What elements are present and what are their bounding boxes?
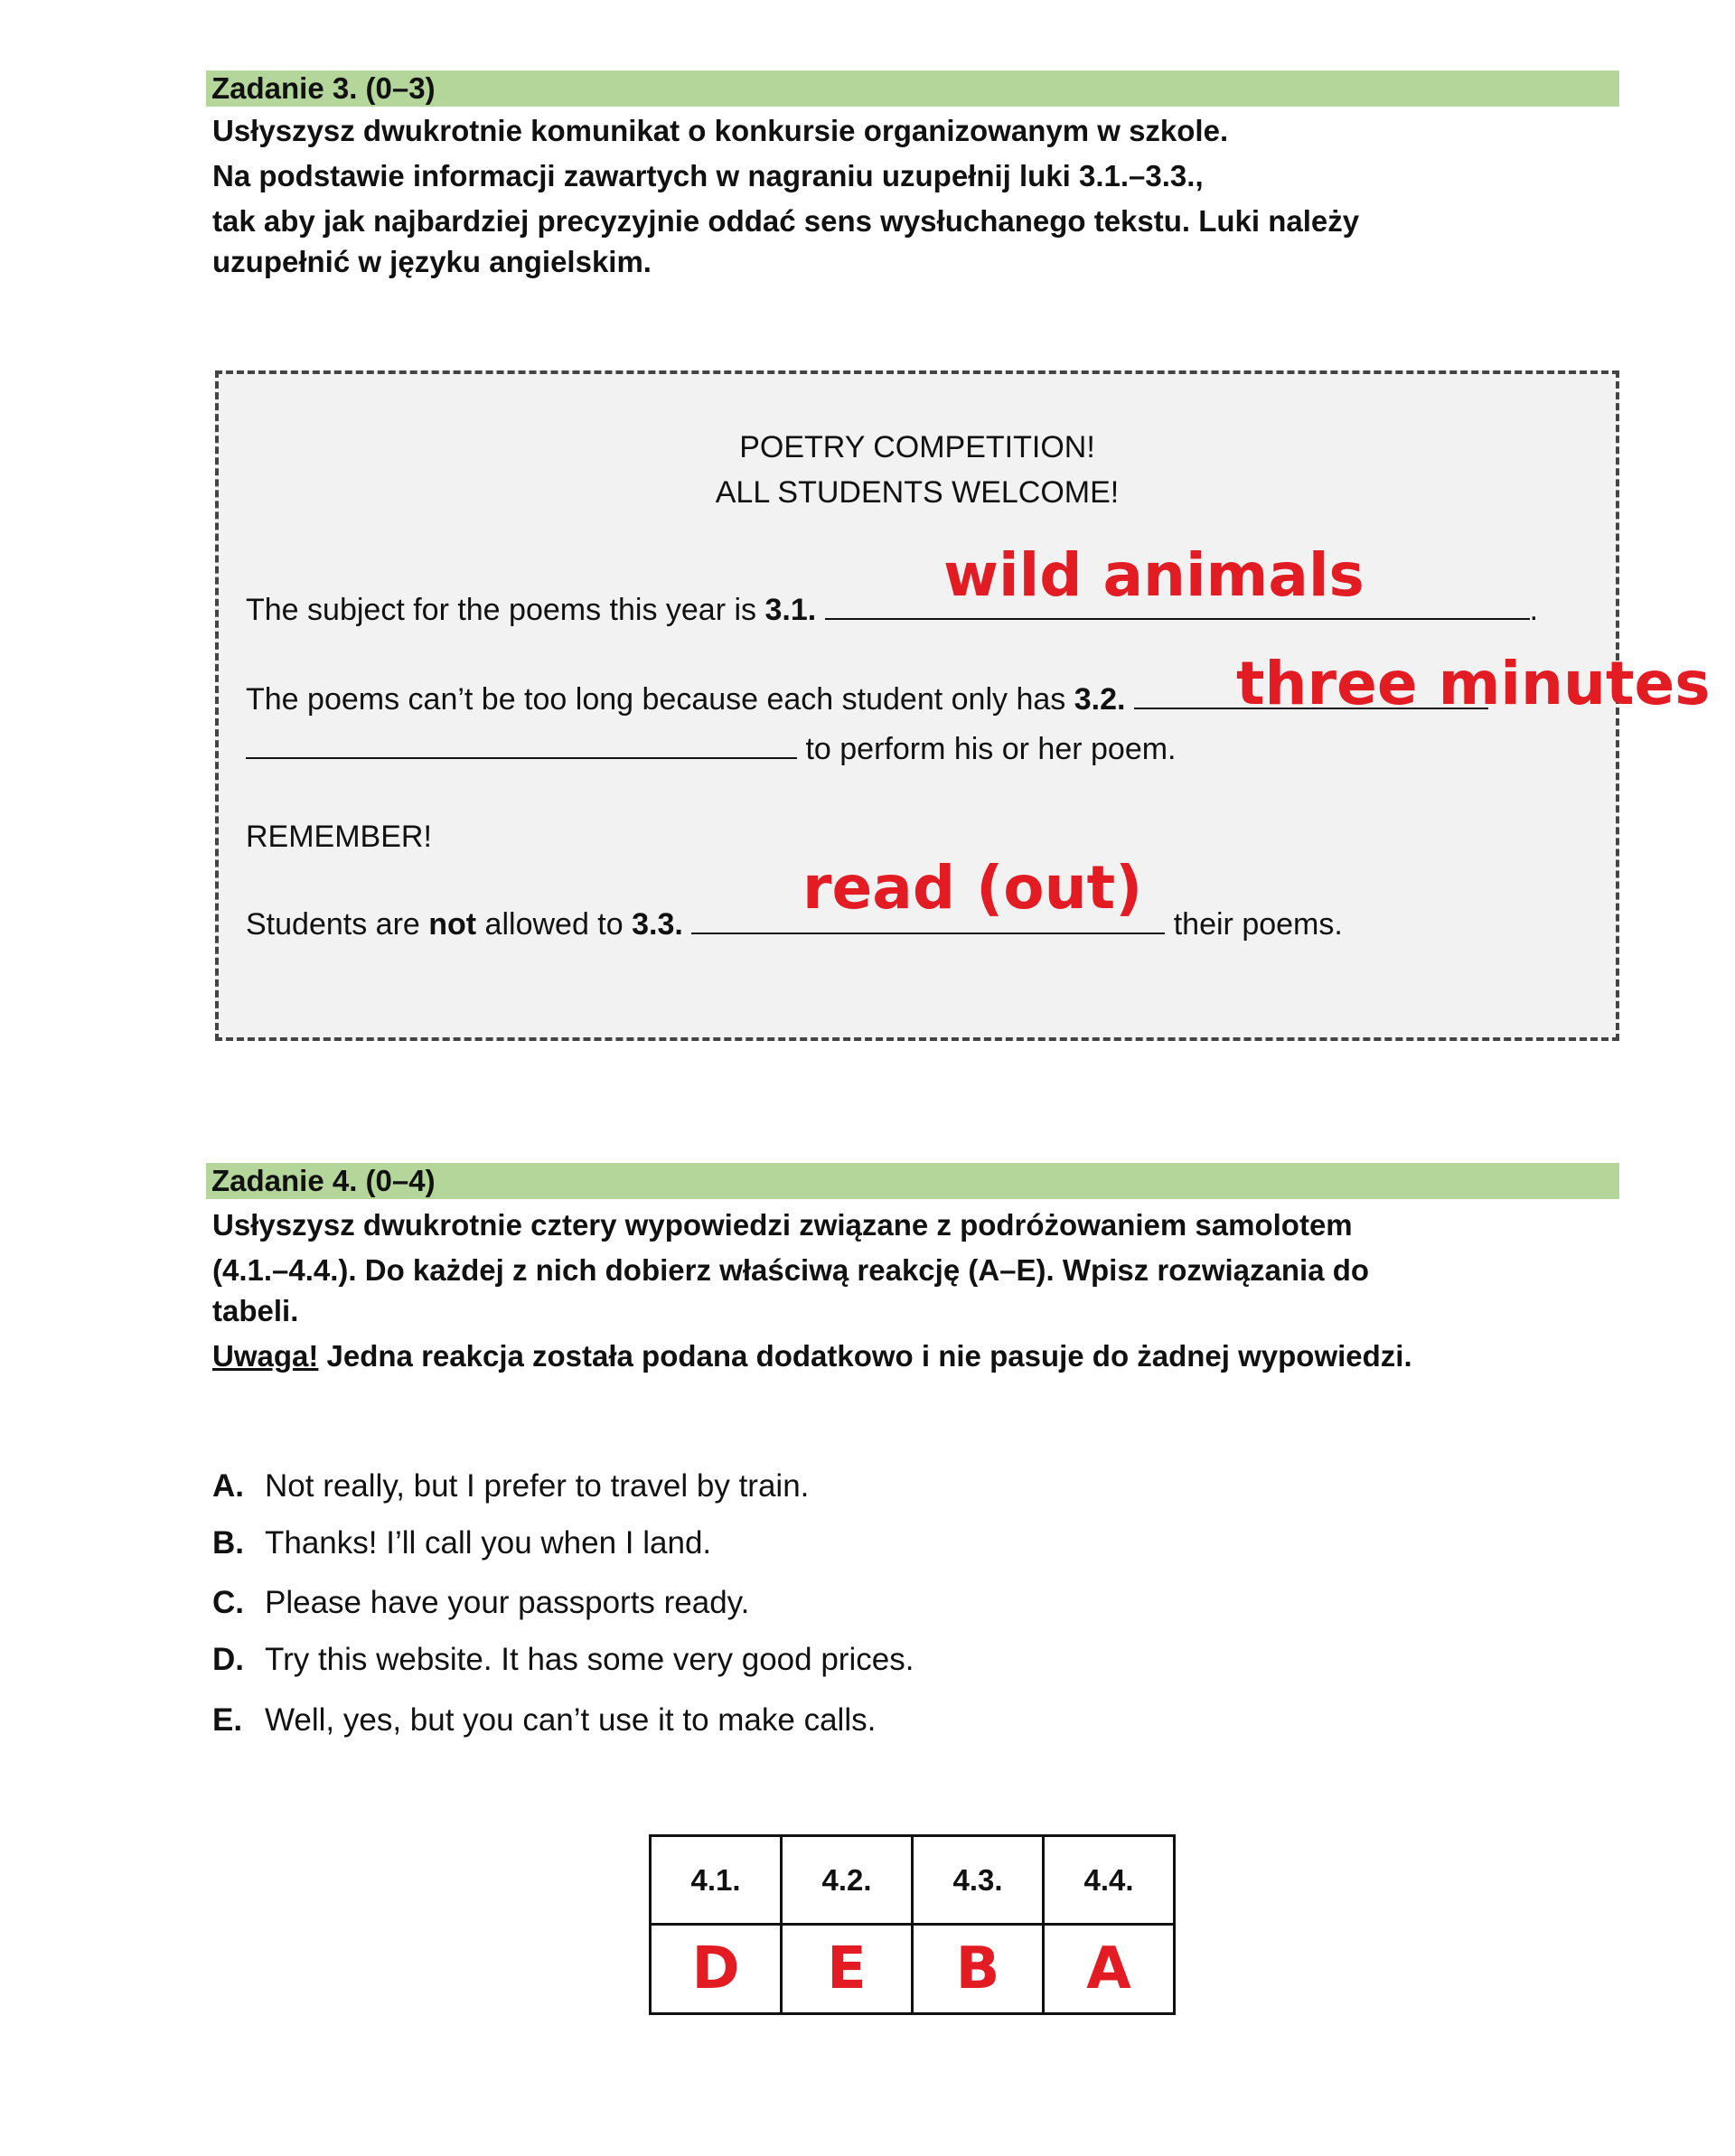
answer-cell-4-2[interactable]: E (782, 1925, 913, 2014)
option-b: B. Thanks! I’ll call you when I land. (212, 1525, 712, 1561)
answer-table (649, 1834, 1176, 2015)
task3-instruction-line: tak aby jak najbardziej precyzyjnie oddać sens wysłuchanego tekstu. Luki należy (212, 204, 1360, 238)
option-e: E. Well, yes, but you can’t use it to make calls. (212, 1702, 877, 1738)
task4-instruction-line: (4.1.–4.4.). Do każdej z nich dobierz właściwą reakcję (A–E). Wpisz rozwiązania do (212, 1253, 1370, 1287)
task4-note: Uwaga! Jedna reakcja została podana dodatkowo i nie pasuje do żadnej wypowiedzi. (212, 1339, 1412, 1373)
task4-instructions (212, 1210, 1622, 1386)
gap-number: 3.1. (764, 593, 817, 627)
poster-title-line2: ALL STUDENTS WELCOME! (715, 475, 1120, 510)
note-label: Uwaga! (212, 1339, 319, 1373)
gap-3-2-blank-cont[interactable] (246, 730, 797, 759)
option-c: C. Please have your passports ready. (212, 1585, 750, 1620)
answer-3-3: read (out) (802, 853, 1143, 923)
task3-instruction-line: Usłyszysz dwukrotnie komunikat o konkursie organizowanym w szkole. (212, 114, 1229, 147)
task4-instruction-line: Usłyszysz dwukrotnie cztery wypowiedzi związane z podróżowaniem samolotem (212, 1208, 1353, 1242)
poster-title-line1: POETRY COMPETITION! (739, 430, 1095, 464)
task3-instruction-line: uzupełnić w języku angielskim. (212, 245, 652, 278)
table-header-cell: 4.1. (651, 1836, 782, 1925)
answer-cell-4-4[interactable]: A (1044, 1925, 1175, 2014)
table-header-cell: 4.4. (1044, 1836, 1175, 1925)
task4-header: Zadanie 4. (0–4) (206, 1163, 1619, 1199)
gap-number: 3.3. (632, 907, 683, 942)
answer-cell-4-3[interactable]: B (913, 1925, 1044, 2014)
table-header-cell: 4.2. (782, 1836, 913, 1925)
answer-3-2: three minutes (1236, 649, 1711, 718)
gap-3-2-continuation: to perform his or her poem. (246, 730, 1177, 767)
task4-instruction-line: tabeli. (212, 1294, 299, 1327)
answer-3-1: wild animals (943, 540, 1365, 610)
gap-3-2-sentence: The poems can’t be too long because each student only has 3.2. (246, 680, 1488, 717)
remember-label: REMEMBER! (246, 820, 432, 854)
task3-instructions (212, 116, 1622, 292)
task3-header: Zadanie 3. (0–3) (206, 70, 1619, 107)
answer-cell-4-1[interactable]: D (651, 1925, 782, 2014)
table-header-cell: 4.3. (913, 1836, 1044, 1925)
gap-3-1-sentence: The subject for the poems this year is 3.1. . (246, 593, 1539, 627)
option-a: A. Not really, but I prefer to travel by train. (212, 1468, 810, 1504)
gap-3-3-sentence: Students are not allowed to 3.3. their poems. (246, 907, 1343, 942)
task3-instruction-line: Na podstawie informacji zawartych w nagraniu uzupełnij luki 3.1.–3.3., (212, 159, 1204, 192)
option-d: D. Try this website. It has some very good prices. (212, 1642, 914, 1677)
gap-number: 3.2. (1074, 682, 1126, 717)
